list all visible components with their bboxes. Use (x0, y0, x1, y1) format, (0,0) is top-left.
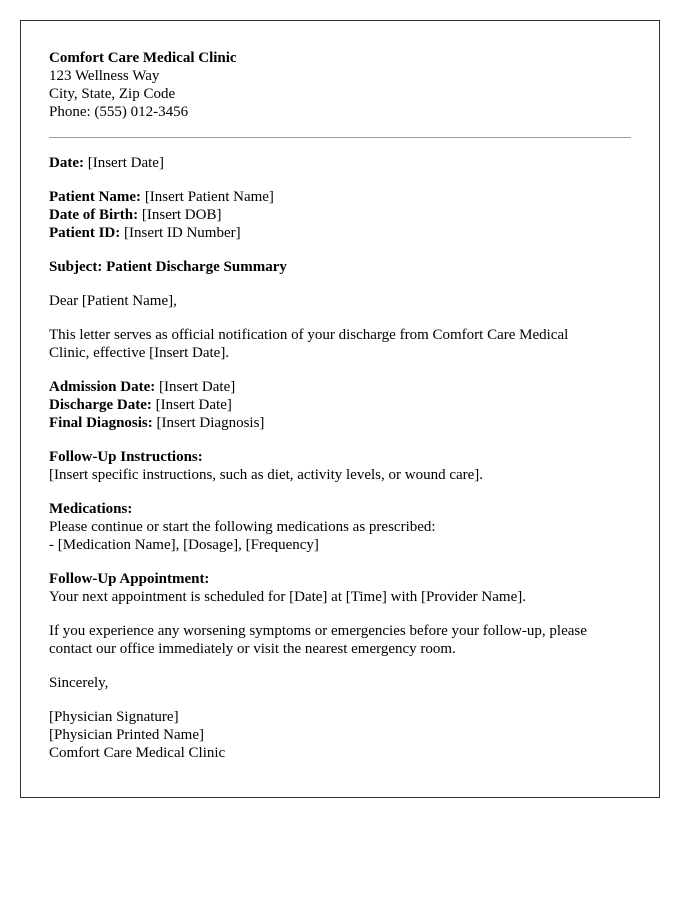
patient-id-label: Patient ID: (49, 225, 121, 241)
letter-subject (49, 258, 631, 276)
closing (49, 674, 631, 692)
medication-item: - [Medication Name], [Dosage], [Frequency] (49, 537, 319, 553)
signature-clinic-name: Comfort Care Medical Clinic (49, 745, 226, 761)
admission-date-label: Admission Date: (49, 379, 156, 395)
followup-instructions-text: [Insert specific instructions, such as diet, activity levels, or wound care]. (49, 467, 484, 483)
date-value: [Insert Date] (83, 155, 164, 171)
intro-line-2: Clinic, effective [Insert Date]. (49, 345, 230, 361)
signature-block (49, 708, 631, 762)
closing-text: Sincerely, (49, 675, 109, 691)
medications-heading: Medications: (49, 501, 133, 517)
patient-dob-value: [Insert DOB] (138, 207, 222, 223)
clinic-name: Comfort Care Medical Clinic (49, 50, 237, 66)
clinic-phone: Phone: (555) 012-3456 (49, 104, 189, 120)
emergency-paragraph (49, 622, 631, 658)
final-diagnosis-label: Final Diagnosis: (49, 415, 153, 431)
date-label: Date: (49, 155, 84, 171)
patient-name-value: [Insert Patient Name] (141, 189, 274, 205)
salutation (49, 292, 631, 310)
patient-dob-label: Date of Birth: (49, 207, 139, 223)
final-diagnosis-value: [Insert Diagnosis] (152, 415, 265, 431)
intro-paragraph (49, 326, 631, 362)
subject-line: Subject: Patient Discharge Summary (49, 259, 287, 275)
letter-date (49, 154, 631, 172)
discharge-letter (20, 20, 660, 798)
patient-name-label: Patient Name: (49, 189, 142, 205)
followup-appointment (49, 570, 631, 606)
discharge-date-value: [Insert Date] (151, 397, 232, 413)
physician-signature: [Physician Signature] (49, 709, 179, 725)
followup-instructions-heading: Follow-Up Instructions: (49, 449, 203, 465)
admission-details (49, 378, 631, 432)
discharge-date-label: Discharge Date: (49, 397, 152, 413)
patient-id-value: [Insert ID Number] (120, 225, 241, 241)
medications-intro: Please continue or start the following medications as prescribed: (49, 519, 436, 535)
salutation-text: Dear [Patient Name], (49, 293, 177, 309)
clinic-header (49, 49, 631, 121)
emergency-line-2: contact our office immediately or visit the nearest emergency room. (49, 641, 456, 657)
appointment-heading: Follow-Up Appointment: (49, 571, 210, 587)
clinic-address-line1: 123 Wellness Way (49, 68, 160, 84)
patient-info (49, 188, 631, 242)
emergency-line-1: If you experience any worsening symptoms or emergencies before your follow-up, please (49, 623, 587, 639)
followup-instructions (49, 448, 631, 484)
admission-date-value: [Insert Date] (155, 379, 236, 395)
header-divider (49, 137, 631, 138)
intro-line-1: This letter serves as official notification of your discharge from Comfort Care Medical (49, 327, 569, 343)
medications-section (49, 500, 631, 554)
appointment-text: Your next appointment is scheduled for [Date] at [Time] with [Provider Name]. (49, 589, 526, 605)
clinic-address-line2: City, State, Zip Code (49, 86, 176, 102)
physician-printed-name: [Physician Printed Name] (49, 727, 204, 743)
